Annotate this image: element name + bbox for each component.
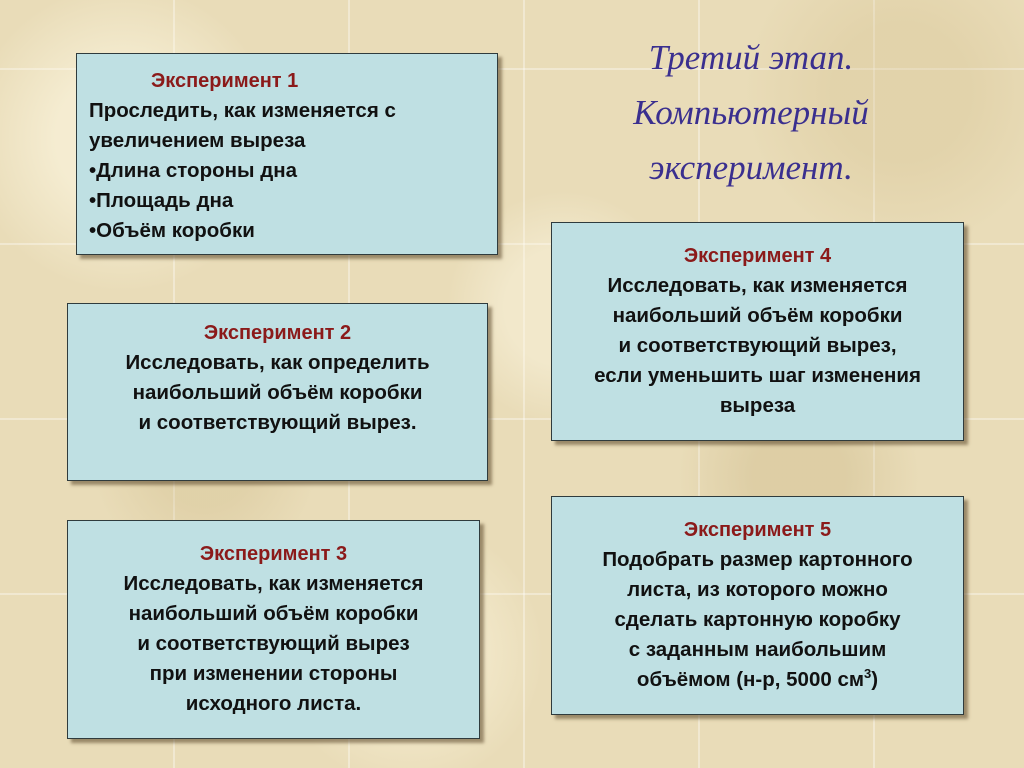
- experiment-3-box: [67, 520, 480, 739]
- experiment-4-line-4: если уменьшить шаг изменения: [594, 364, 921, 387]
- experiment-4-title: Эксперимент 4: [683, 245, 832, 267]
- experiment-4-line-2: наибольший объём коробки: [612, 304, 903, 327]
- experiment-4-line-3: и соответствующий вырез,: [618, 334, 897, 357]
- experiment-5-line-3: сделать картонную коробку: [614, 608, 901, 631]
- experiment-1-line-5: •Объём коробки: [89, 219, 255, 242]
- experiment-4-line-5: выреза: [719, 394, 796, 417]
- experiment-1-title: Эксперимент 1: [151, 70, 299, 92]
- heading-line-2: Компьютерный: [633, 93, 869, 132]
- experiment-3-line-5: исходного листа.: [185, 692, 362, 715]
- experiment-2-line-1: Исследовать, как определить: [125, 351, 430, 374]
- experiment-3-line-2: наибольший объём коробки: [128, 602, 419, 625]
- experiment-1-line-2: увеличением выреза: [89, 129, 306, 152]
- experiment-2-line-2: наибольший объём коробки: [132, 381, 423, 404]
- experiment-3-line-1: Исследовать, как изменяется: [123, 572, 424, 595]
- slide-heading: [596, 30, 906, 195]
- experiment-3-line-4: при изменении стороны: [149, 662, 398, 685]
- experiment-1-line-1: Проследить, как изменяется с: [89, 99, 396, 122]
- experiment-3-title: Эксперимент 3: [199, 543, 348, 565]
- heading-line-1: Третий этап.: [648, 38, 854, 77]
- experiment-3-line-3: и соответствующий вырез: [137, 632, 410, 655]
- experiment-5-title: Эксперимент 5: [683, 519, 832, 541]
- experiment-5-line-1: Подобрать размер картонного: [602, 548, 913, 571]
- experiment-4-box: [551, 222, 964, 441]
- experiment-2-title: Эксперимент 2: [203, 322, 352, 344]
- heading-line-3: эксперимент.: [649, 148, 853, 187]
- experiment-5-line-4: с заданным наибольшим: [628, 638, 887, 661]
- experiment-5-box: [551, 496, 964, 715]
- experiment-1-line-4: •Площадь дна: [89, 189, 234, 212]
- experiment-5-close-paren: ): [871, 668, 879, 691]
- experiment-4-line-1: Исследовать, как изменяется: [607, 274, 908, 297]
- experiment-2-box: [67, 303, 488, 481]
- experiment-2-line-3: и соответствующий вырез.: [138, 411, 417, 434]
- experiment-5-line-2: листа, из которого можно: [627, 578, 888, 601]
- experiment-5-line-5: [556, 665, 959, 695]
- experiment-5-superscript: 3: [864, 666, 872, 682]
- experiment-1-line-3: •Длина стороны дна: [89, 159, 298, 182]
- experiment-5-volume-text: объёмом (н-р, 5000 см: [636, 668, 865, 691]
- experiment-1-box: [76, 53, 498, 255]
